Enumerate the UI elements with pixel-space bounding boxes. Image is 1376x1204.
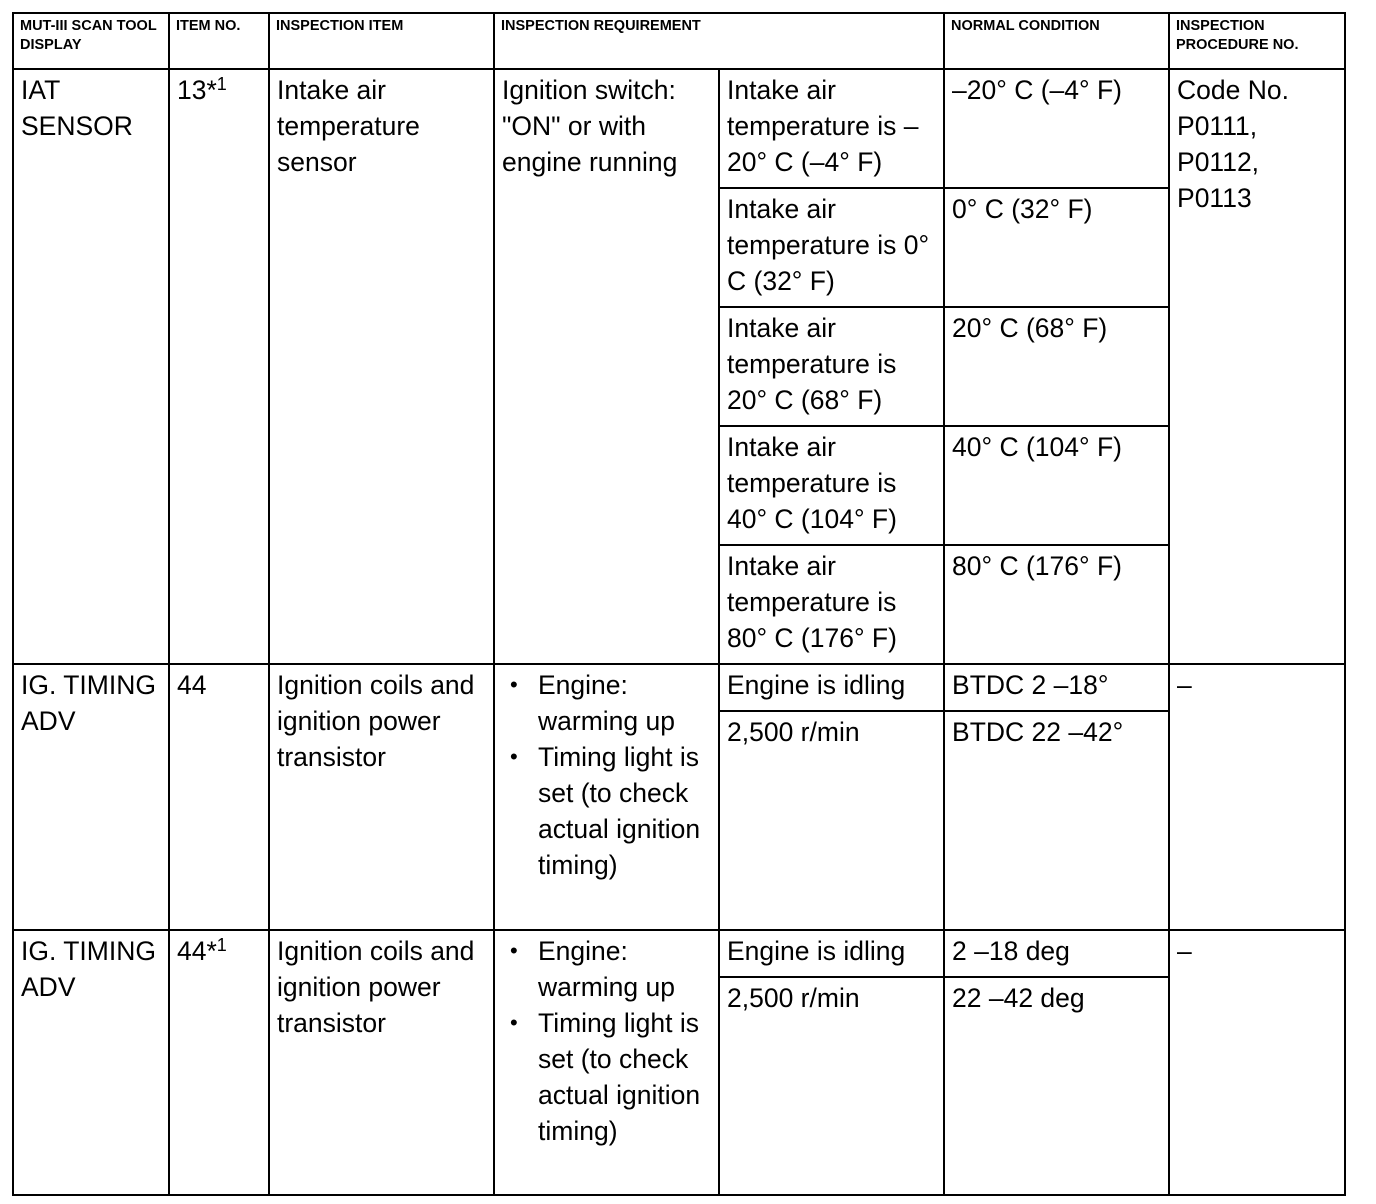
ig1-item: Ignition coils and ignition power transistor xyxy=(269,664,494,930)
ig1-item-no: 44 xyxy=(169,664,269,930)
list-item: • Engine: warming up xyxy=(538,667,711,739)
ig2-item: Ignition coils and ignition power transistor xyxy=(269,930,494,1196)
header-item-no: ITEM NO. xyxy=(169,13,269,69)
iat-display: IAT SENSOR xyxy=(13,69,169,664)
iat-requirement: Ignition switch: "ON" or with engine running xyxy=(494,69,719,664)
iat-item-no: 13*$^1$ xyxy=(169,69,269,664)
ig2-condition-normal: 22 –42 deg xyxy=(944,977,1169,1196)
ig2-procedure: – xyxy=(1169,930,1345,1196)
ig1-display: IG. TIMING ADV xyxy=(13,664,169,930)
iat-condition-req: Intake air temperature is –20° C (–4° F) xyxy=(719,69,944,188)
iat-item: Intake air temperature sensor xyxy=(269,69,494,664)
iat-condition-req: Intake air temperature is 0° C (32° F) xyxy=(719,188,944,307)
ig1-condition-normal: BTDC 22 –42° xyxy=(944,711,1169,930)
iat-condition-normal: 40° C (104° F) xyxy=(944,426,1169,545)
inspection-table xyxy=(12,12,1346,1196)
ig2-condition-req: 2,500 r/min xyxy=(719,977,944,1196)
ig2-condition-req: Engine is idling xyxy=(719,930,944,977)
header-procedure-no: INSPECTION PROCEDURE NO. xyxy=(1169,13,1345,69)
ig2-requirement xyxy=(494,930,719,1196)
iat-condition-req: Intake air temperature is 40° C (104° F) xyxy=(719,426,944,545)
table-row xyxy=(13,664,1345,711)
ig1-procedure: – xyxy=(1169,664,1345,930)
table-row xyxy=(13,930,1345,977)
ig1-requirement-list xyxy=(502,667,711,883)
ig1-condition-req: 2,500 r/min xyxy=(719,711,944,930)
ig1-condition-normal: BTDC 2 –18° xyxy=(944,664,1169,711)
list-item: • Engine: warming up xyxy=(538,933,711,1005)
iat-procedure: Code No. P0111, P0112, P0113 xyxy=(1169,69,1345,664)
ig1-requirement xyxy=(494,664,719,930)
ig2-item-no: 44*$^1$ xyxy=(169,930,269,1196)
header-display: MUT-III SCAN TOOL DISPLAY xyxy=(13,13,169,69)
iat-condition-normal: 20° C (68° F) xyxy=(944,307,1169,426)
header-normal-condition: NORMAL CONDITION xyxy=(944,13,1169,69)
table-row xyxy=(13,69,1345,188)
header-inspection-requirement: INSPECTION REQUIREMENT xyxy=(494,13,944,69)
ig2-display: IG. TIMING ADV xyxy=(13,930,169,1196)
header-row xyxy=(13,13,1345,69)
ig2-condition-normal: 2 –18 deg xyxy=(944,930,1169,977)
iat-condition-normal: –20° C (–4° F) xyxy=(944,69,1169,188)
ig1-condition-req: Engine is idling xyxy=(719,664,944,711)
iat-condition-req: Intake air temperature is 20° C (68° F) xyxy=(719,307,944,426)
iat-condition-normal: 0° C (32° F) xyxy=(944,188,1169,307)
iat-condition-normal: 80° C (176° F) xyxy=(944,545,1169,664)
list-item: • Timing light is set (to check actual ignition timing) xyxy=(538,1005,711,1149)
header-inspection-item: INSPECTION ITEM xyxy=(269,13,494,69)
list-item: • Timing light is set (to check actual ignition timing) xyxy=(538,739,711,883)
iat-condition-req: Intake air temperature is 80° C (176° F) xyxy=(719,545,944,664)
ig2-requirement-list xyxy=(502,933,711,1149)
